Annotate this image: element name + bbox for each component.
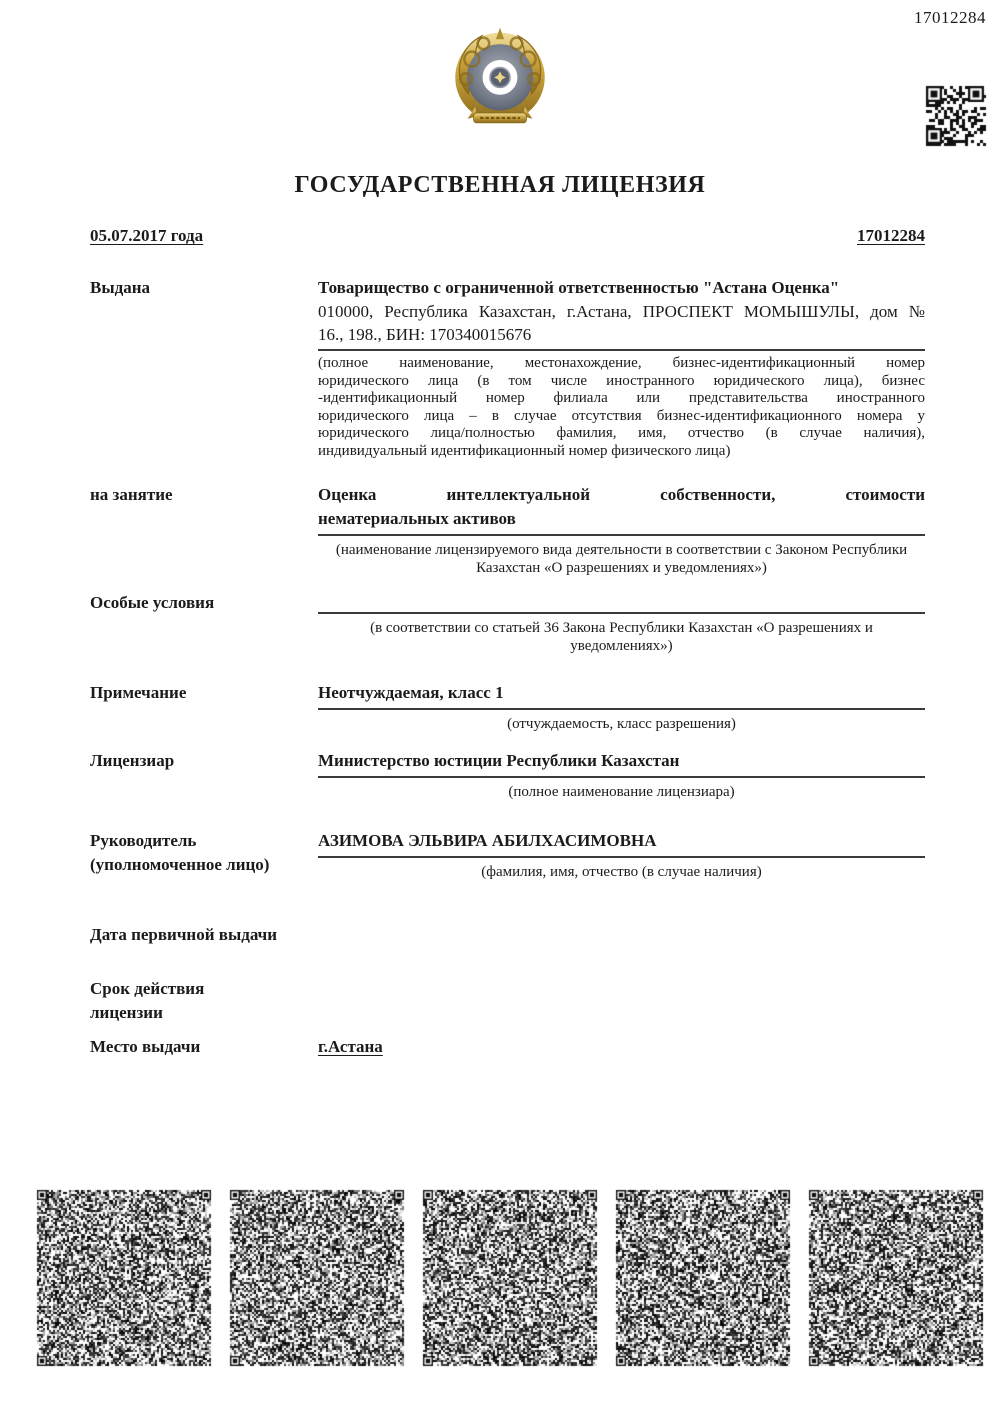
field-value-activity xyxy=(318,483,925,577)
licensor-value: Министерство юстиции Республики Казахстан xyxy=(318,750,680,770)
security-barcode-block-5 xyxy=(807,1188,985,1368)
issued-to-address-line1: 010000, Республика Казахстан, г.Астана, ПРОСПЕКТ МОМЫШУЛЫ, дом № xyxy=(318,302,925,321)
head-note: (фамилия, имя, отчество (в случае наличия) xyxy=(481,863,762,880)
field-value-licensor xyxy=(318,749,925,801)
field-label-head xyxy=(90,829,318,877)
issue-date: 05.07.2017 года xyxy=(90,226,204,245)
activity-note: (наименование лицензируемого вида деятельности в соответствии с Законом Республики Казахстан «О разрешениях и уведомлениях») xyxy=(335,541,908,576)
field-underline xyxy=(318,855,925,858)
page-title: ГОСУДАРСТВЕННАЯ ЛИЦЕНЗИЯ xyxy=(294,172,706,198)
remark-value: Неотчуждаемая, класс 1 xyxy=(318,682,504,702)
field-label-first-issue-date: Дата первичной выдачи xyxy=(90,924,278,944)
field-row-issue-place xyxy=(90,1035,925,1059)
field-row-licensor xyxy=(90,749,925,801)
validity-label-line1: Срок действия xyxy=(90,978,205,998)
note-line: индивидуальный идентификационный номер физического лица) xyxy=(318,442,731,459)
field-row-head xyxy=(90,829,925,881)
activity-value-line2: нематериальных активов xyxy=(318,508,516,528)
head-value: АЗИМОВА ЭЛЬВИРА АБИЛХАСИМОВНА xyxy=(318,830,657,850)
head-label-line1: Руководитель xyxy=(90,830,197,850)
security-barcode-block-3 xyxy=(421,1188,599,1368)
date-number-row xyxy=(90,226,925,246)
field-underline xyxy=(318,707,925,710)
note-line: юридического лица – в случае отсутствия бизнес-идентификационного номера у xyxy=(318,407,925,424)
validity-label-line2: лицензии xyxy=(90,1002,163,1022)
security-code-strip xyxy=(35,1188,985,1368)
security-barcode-block-1 xyxy=(35,1188,213,1368)
issue-place-value xyxy=(318,1035,925,1059)
field-row-special-conditions xyxy=(90,591,925,655)
licensor-note: (полное наименование лицензиара) xyxy=(508,783,735,800)
activity-value-line1: Оценка интеллектуальной собственности, стоимости xyxy=(318,484,925,504)
field-value-remark xyxy=(318,681,925,733)
security-barcode-block-2 xyxy=(228,1188,406,1368)
field-label-activity: на занятие xyxy=(90,484,173,504)
field-label-special-conditions: Особые условия xyxy=(90,592,215,612)
issued-to-company: Товарищество с ограниченной ответственностью "Астана Оценка" xyxy=(318,278,840,297)
note-line: юридического лица (в том числе иностранного юридического лица), бизнес xyxy=(318,372,925,389)
issue-place-text: г.Астана xyxy=(318,1036,383,1056)
kazakhstan-coat-of-arms-icon xyxy=(450,26,550,137)
field-value-issued-to xyxy=(318,276,925,461)
license-number: 17012284 xyxy=(857,226,925,245)
issued-to-note xyxy=(318,355,925,461)
field-underline xyxy=(318,348,925,351)
field-row-issued-to xyxy=(90,276,925,461)
field-label-remark: Примечание xyxy=(90,682,187,702)
field-label-issued-to: Выдана xyxy=(90,278,151,297)
field-value-special-conditions xyxy=(318,591,925,655)
note-line: (полное наименование, местонахождение, бизнес-идентификационный номер xyxy=(318,355,925,371)
field-underline xyxy=(318,533,925,536)
field-row-first-issue-date xyxy=(90,923,925,947)
issued-to-address-line2: 16., 198., БИН: 170340015676 xyxy=(318,325,532,344)
field-row-validity xyxy=(90,977,925,1025)
note-line: -идентификационный номер филиала или представительства иностранного xyxy=(318,390,925,407)
field-label-licensor: Лицензиар xyxy=(90,750,175,770)
head-label-line2: (уполномоченное лицо) xyxy=(90,854,270,874)
field-underline xyxy=(318,611,925,614)
field-value-head xyxy=(318,829,925,881)
security-barcode-block-4 xyxy=(614,1188,792,1368)
field-label-validity xyxy=(90,977,318,1025)
field-row-remark xyxy=(90,681,925,733)
note-line: юридического лица/полностью фамилия, имя, отчество (в случае наличия), xyxy=(318,425,925,442)
fields-area xyxy=(90,276,925,1059)
qr-code xyxy=(922,82,988,148)
field-row-activity xyxy=(90,483,925,577)
empty-value xyxy=(318,591,925,609)
field-label-issue-place: Место выдачи xyxy=(90,1036,201,1056)
document-number-top: 17012284 xyxy=(914,8,986,27)
special-conditions-note: (в соответствии со статьей 36 Закона Республики Казахстан «О разрешениях и уведомлениях») xyxy=(370,619,873,654)
field-underline xyxy=(318,775,925,778)
remark-note: (отчуждаемость, класс разрешения) xyxy=(507,715,736,732)
